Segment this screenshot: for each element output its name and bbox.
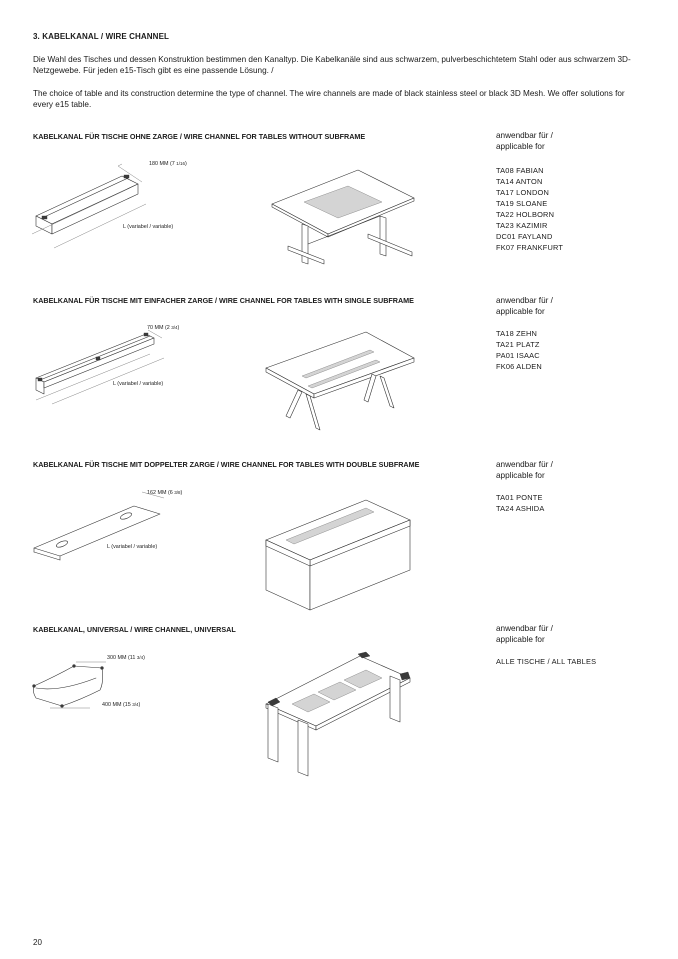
list-item: FK06 ALDEN [496, 362, 542, 371]
dimension-width-label: 70 MM (2 3/4) [147, 325, 180, 331]
section-title-double-subframe: KABELKANAL FÜR TISCHE MIT DOPPELTER ZARGE / WIRE CHANNEL FOR TABLES WITH DOUBLE SUBFRAME [33, 460, 420, 469]
section-title-universal: KABELKANAL, UNIVERSAL / WIRE CHANNEL, UNIVERSAL [33, 625, 236, 634]
list-item: TA01 PONTE [496, 493, 543, 502]
page-heading: 3. KABELKANAL / WIRE CHANNEL [33, 32, 169, 41]
list-item: PA01 ISAAC [496, 351, 540, 360]
table-drawing-single-subframe [262, 318, 422, 438]
wire-channel-drawing [30, 160, 170, 260]
intro-german: Die Wahl des Tisches und dessen Konstruktion bestimmen den Kanaltyp. Die Kabelkanäle sind aus schwarzem, pulverbeschichtetem Stahl oder aus schwarzem 3D-Netzgewebe. Für jeden e15-Tisch gibt es eine passende Lösung. / [33, 55, 631, 76]
dimension-width-label: 300 MM (11 3/4) [107, 655, 145, 661]
applicable-tables-list [496, 656, 596, 667]
list-item: TA24 ASHIDA [496, 504, 545, 513]
list-item: TA08 FABIAN [496, 166, 544, 175]
dimension-length-label: L (variabel / variable) [123, 224, 174, 230]
dimension-width-label: 162 MM (6 3/8) [147, 490, 183, 496]
list-item: TA23 KAZIMIR [496, 221, 548, 230]
section-title-without-subframe: KABELKANAL FÜR TISCHE OHNE ZARGE / WIRE CHANNEL FOR TABLES WITHOUT SUBFRAME [33, 132, 366, 141]
wire-channel-drawing [30, 322, 170, 422]
table-drawing-without-subframe [262, 160, 422, 280]
list-item: DC01 FAYLAND [496, 232, 553, 241]
list-item: TA18 ZEHN [496, 329, 538, 338]
wire-channel-drawing [30, 654, 120, 714]
section-title-single-subframe: KABELKANAL FÜR TISCHE MIT EINFACHER ZARGE / WIRE CHANNEL FOR TABLES WITH SINGLE SUBFRAME [33, 296, 414, 305]
dimension-length-label: 400 MM (15 3/4) [102, 702, 141, 708]
dimension-width-label: 180 MM (7 1/16) [149, 161, 187, 167]
dimension-length-label: L (variabel / variable) [107, 544, 158, 550]
list-item: ALLE TISCHE / ALL TABLES [496, 657, 597, 666]
list-item: TA19 SLOANE [496, 199, 548, 208]
applicable-tables-list [496, 492, 544, 514]
applicable-label: anwendbar für / applicable for [496, 296, 553, 316]
list-item: TA22 HOLBORN [496, 210, 555, 219]
list-item: FK07 FRANKFURT [496, 243, 564, 252]
applicable-label: anwendbar für / applicable for [496, 624, 553, 644]
intro-english: The choice of table and its construction determine the type of channel. The wire channels are made of black stainless steel or black 3D Mesh. We offer solutions for every e15 table. [33, 89, 625, 110]
list-item: TA21 PLATZ [496, 340, 540, 349]
table-drawing-double-subframe [262, 484, 422, 614]
table-drawing-universal [262, 646, 422, 776]
list-item: TA14 ANTON [496, 177, 543, 186]
applicable-tables-list [496, 328, 542, 372]
page-number: 20 [33, 938, 42, 947]
applicable-label: anwendbar für / applicable for [496, 460, 553, 480]
wire-channel-drawing [30, 488, 170, 578]
applicable-tables-list [496, 165, 563, 253]
dimension-length-label: L (variabel / variable) [113, 381, 164, 387]
list-item: TA17 LONDON [496, 188, 549, 197]
applicable-label: anwendbar für / applicable for [496, 131, 553, 151]
